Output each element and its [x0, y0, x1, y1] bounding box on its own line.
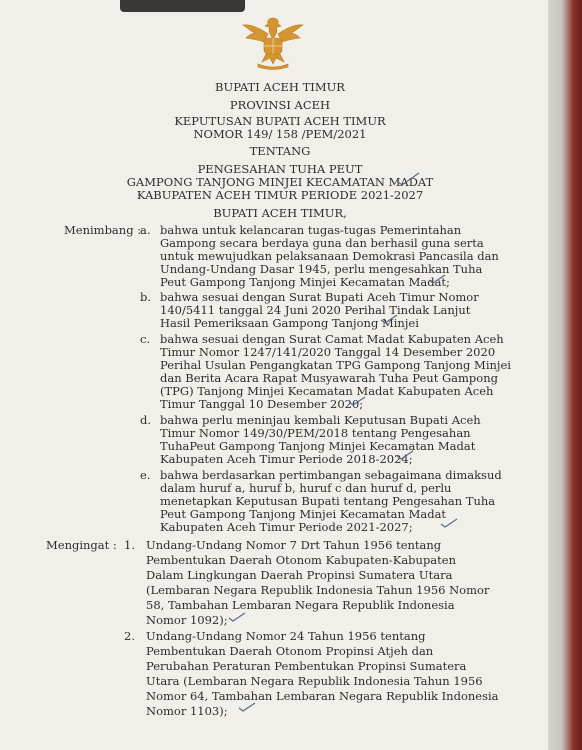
paragraph-line: Kabupaten Aceh Timur Periode 2018-2024; [160, 452, 413, 466]
mengingat-label: Mengingat : [46, 538, 117, 552]
paragraph-line: Perubahan Peraturan Pembentukan Propinsi Sumatera [146, 659, 467, 673]
item-number: 1. [124, 538, 135, 552]
paragraph-line: Timur Nomor 149/30/PEM/2018 tentang Pengesahan [160, 426, 471, 440]
subject-line: PENGESAHAN TUHA PEUT [197, 162, 363, 176]
subject-line: KABUPATEN ACEH TIMUR PERIODE 2021-2027 [136, 188, 424, 202]
garuda-emblem-icon [240, 10, 306, 72]
paragraph-line: Nomor 1103); [146, 704, 228, 718]
paragraph-line: Pembentukan Daerah Otonom Propinsi Atjeh dan [146, 644, 434, 658]
item-letter: e. [140, 468, 151, 482]
paragraph-line: bahwa untuk kelancaran tugas-tugas Pemerintahan [160, 223, 462, 237]
checkmark-icon [428, 274, 446, 284]
paragraph-line: (TPG) Tanjong Minjei Kecamatan Madat Kabupaten Aceh [160, 384, 494, 398]
item-number: 2. [124, 629, 135, 643]
paragraph-line: (Lembaran Negara Republik Indonesia Tahun 1956 Nomor [146, 583, 490, 597]
decree-title: KEPUTUSAN BUPATI ACEH TIMUR [174, 114, 386, 128]
paragraph-line: Nomor 64, Tambahan Lembaran Negara Republik Indonesia [146, 689, 499, 703]
paragraph-line: Nomor 1092); [146, 613, 228, 627]
province: PROVINSI ACEH [229, 98, 331, 112]
item-letter: d. [140, 413, 152, 427]
checkmark-icon [396, 172, 420, 186]
paragraph-line: bahwa sesuai dengan Surat Camat Madat Kabupaten Aceh [160, 332, 504, 346]
issuer-signature-heading: BUPATI ACEH TIMUR, [213, 206, 347, 220]
paragraph-line: 140/5411 tanggal 24 Juni 2020 Perihal Tindak Lanjut [160, 303, 471, 317]
paragraph-line: Gampong secara berdaya guna dan berhasil guna serta [160, 236, 484, 250]
paragraph-line: Dalam Lingkungan Daerah Propinsi Sumatera Utara [146, 568, 453, 582]
paragraph-line: untuk mewujudkan pelaksanaan Demokrasi Pancasila dan [160, 249, 499, 263]
paragraph-line: Kabupaten Aceh Timur Periode 2021-2027; [160, 520, 413, 534]
paragraph-line: Timur Tanggal 10 Desember 2020; [160, 397, 364, 411]
checkmark-icon [396, 450, 414, 460]
checkmark-icon [228, 612, 246, 622]
checkmark-icon [380, 314, 398, 324]
issuer-title: BUPATI ACEH TIMUR [215, 80, 345, 94]
item-letter: a. [140, 223, 151, 237]
decree-number: NOMOR 149/ 158 /PEM/2021 [193, 127, 367, 141]
paragraph-line: bahwa sesuai dengan Surat Bupati Aceh Timur Nomor [160, 290, 479, 304]
paragraph-line: Peut Gampong Tanjong Minjei Kecamatan Madat [160, 507, 447, 521]
item-letter: c. [140, 332, 151, 346]
item-letter: b. [140, 290, 152, 304]
menimbang-label: Menimbang : [64, 223, 142, 237]
paragraph-line: TuhaPeut Gampong Tanjong Minjei Kecamatan Madat [160, 439, 476, 453]
paragraph-line: Utara (Lembaran Negara Republik Indonesia Tahun 1956 [146, 674, 483, 688]
checkmark-icon [238, 702, 256, 712]
paragraph-line: menetapkan Keputusan Bupati tentang Pengesahan Tuha [160, 494, 496, 508]
binder-clip [120, 0, 245, 12]
paragraph-line: Pembentukan Daerah Otonom Kabupaten-Kabupaten [146, 553, 457, 567]
page-edge-background [548, 0, 582, 750]
checkmark-icon [348, 396, 366, 406]
paragraph-line: Hasil Pemeriksaan Gampong Tanjong Minjei [160, 316, 419, 330]
paragraph-line: Undang-Undang Dasar 1945, perlu mengesahkan Tuha [160, 262, 483, 276]
subject-line: GAMPONG TANJONG MINJEI KECAMATAN MADAT [126, 175, 434, 189]
paragraph-line: Timur Nomor 1247/141/2020 Tanggal 14 Desember 2020 [160, 345, 496, 359]
paragraph-line: Undang-Undang Nomor 24 Tahun 1956 tentang [146, 629, 426, 643]
paragraph-line: 58, Tambahan Lembaran Negara Republik Indonesia [146, 598, 455, 612]
paragraph-line: Peut Gampong Tanjong Minjei Kecamatan Madat; [160, 275, 450, 289]
paragraph-line: bahwa perlu meninjau kembali Keputusan Bupati Aceh [160, 413, 481, 427]
paragraph-line: dalam huruf a, huruf b, huruf c dan huruf d, perlu [160, 481, 452, 495]
checkmark-icon [440, 518, 458, 528]
paragraph-line: dan Berita Acara Rapat Musyawarah Tuha Peut Gampong [160, 371, 498, 385]
paragraph-line: bahwa berdasarkan pertimbangan sebagaimana dimaksud [160, 468, 502, 482]
about-heading: TENTANG [249, 144, 311, 158]
paragraph-line: Undang-Undang Nomor 7 Drt Tahun 1956 tentang [146, 538, 442, 552]
paragraph-line: Perihal Usulan Pengangkatan TPG Gampong Tanjong Minjei [160, 358, 511, 372]
